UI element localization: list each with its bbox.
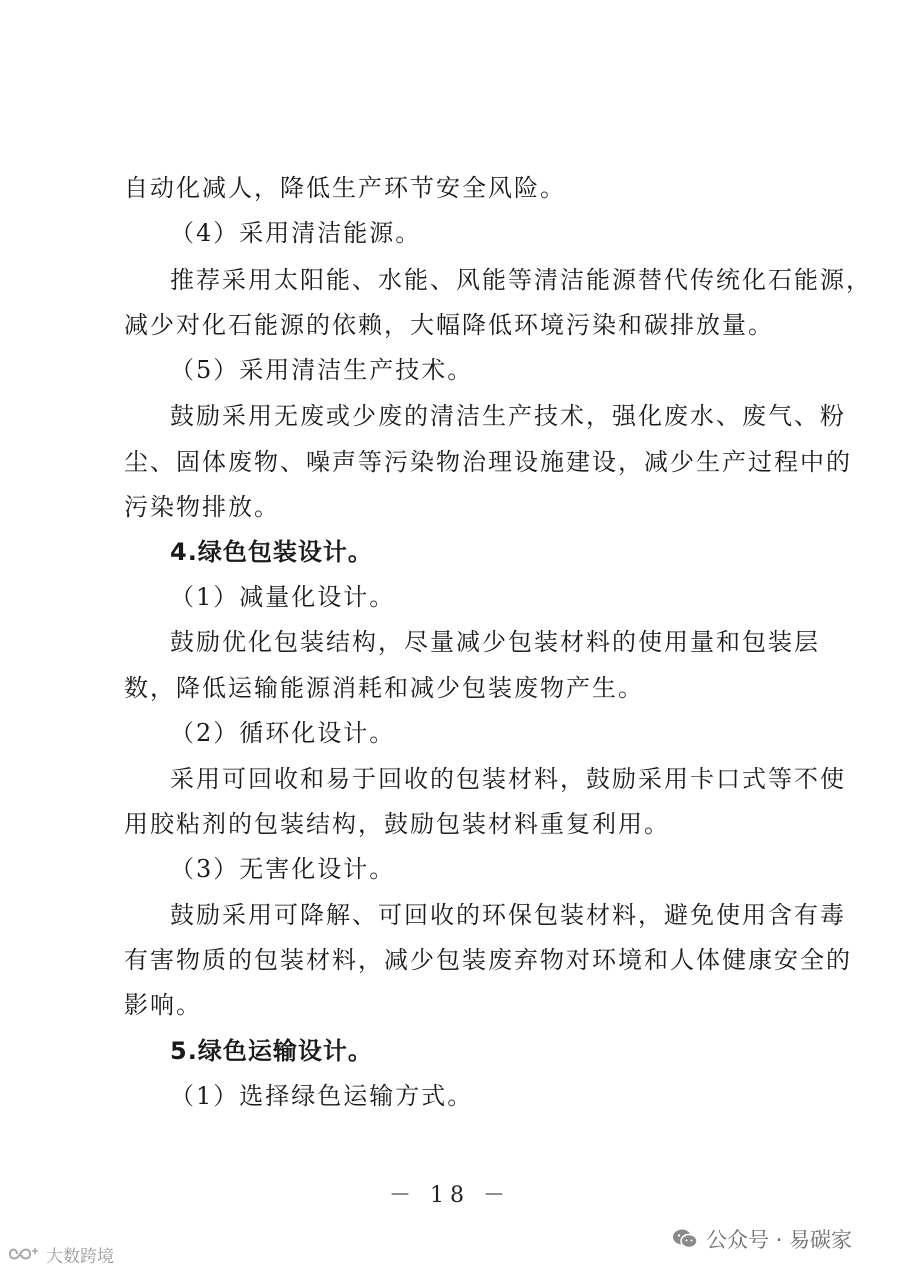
subsection-title: （4）采用清洁能源。 [170, 219, 422, 247]
body-line: 污染物排放。 [124, 493, 280, 521]
body-line: 用胶粘剂的包装结构，鼓励包装材料重复利用。 [124, 810, 670, 838]
body-line: 减少对化石能源的依赖，大幅降低环境污染和碳排放量。 [124, 311, 774, 339]
body-line: 鼓励采用可降解、可回收的环保包装材料，避免使用含有毒 [170, 901, 846, 929]
body-line: 数，降低运输能源消耗和减少包装废物产生。 [124, 674, 644, 702]
body-line: 鼓励采用无废或少废的清洁生产技术，强化废水、废气、粉 [170, 402, 846, 430]
body-line: 有害物质的包装材料，减少包装废弃物对环境和人体健康安全的 [124, 946, 852, 974]
loop-logo-icon [8, 1245, 42, 1263]
wechat-icon [672, 1228, 698, 1250]
watermark-wechat-text: 公众号 · 易碳家 [706, 1228, 853, 1252]
body-line: 推荐采用太阳能、水能、风能等清洁能源替代传统化石能源， [170, 266, 872, 294]
body-line: 采用可回收和易于回收的包装材料，鼓励采用卡口式等不使 [170, 765, 846, 793]
subsection-title: （1）减量化设计。 [170, 583, 396, 611]
body-line: 鼓励优化包装结构，尽量减少包装材料的使用量和包装层 [170, 628, 820, 656]
watermark-source [8, 1240, 114, 1268]
body-line: 自动化减人，降低生产环节安全风险。 [124, 174, 566, 202]
body-line: 尘、固体废物、噪声等污染物治理设施建设，减少生产过程中的 [124, 448, 852, 476]
subsection-title: （1）选择绿色运输方式。 [170, 1082, 474, 1110]
section-heading: 5.绿色运输设计。 [170, 1037, 373, 1065]
body-line: 影响。 [124, 991, 202, 1019]
subsection-title: （5）采用清洁生产技术。 [170, 356, 474, 384]
subsection-title: （2）循环化设计。 [170, 719, 396, 747]
subsection-title: （3）无害化设计。 [170, 855, 396, 883]
watermark-source-text: 大数跨境 [46, 1246, 114, 1267]
section-heading: 4.绿色包装设计。 [170, 538, 373, 566]
page-number: － 18 － [389, 1183, 511, 1208]
watermark-wechat [672, 1222, 900, 1256]
